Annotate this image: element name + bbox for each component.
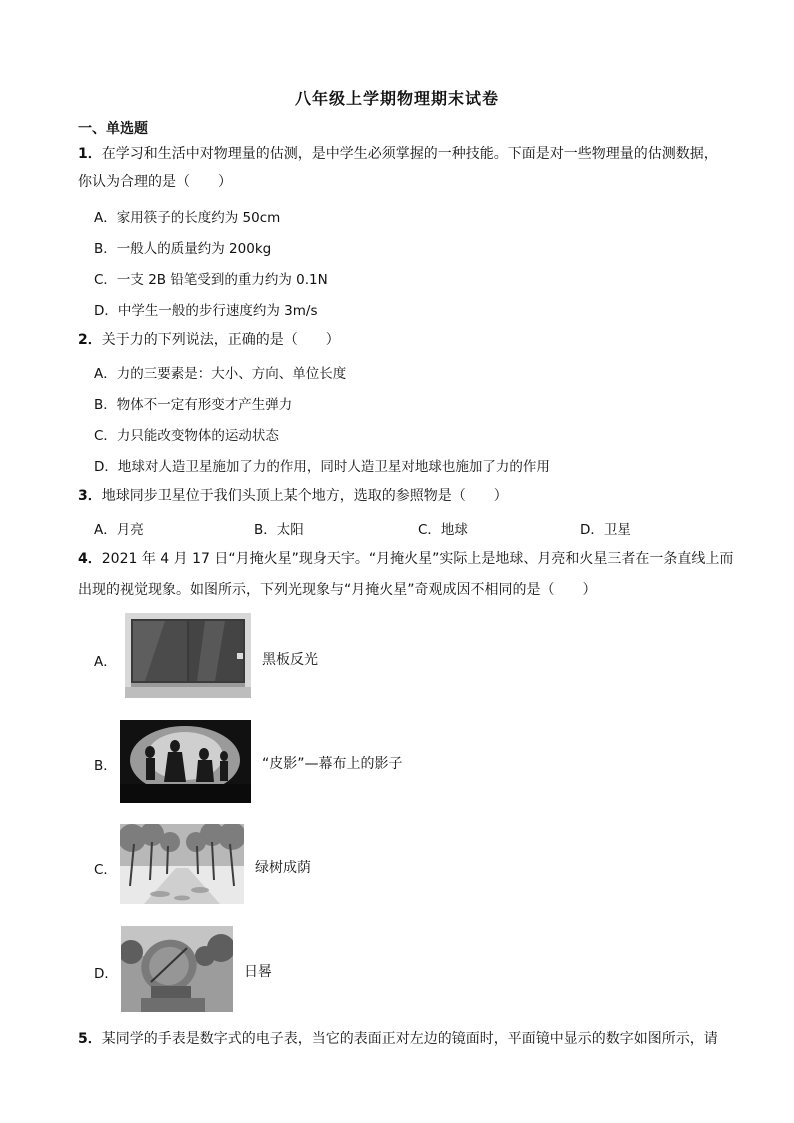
- option-c-caption: 绿树成荫: [255, 860, 311, 876]
- question-number: 4．: [78, 551, 102, 567]
- option-d[interactable]: D．中学生一般的步行速度约为 3m/s: [94, 303, 318, 319]
- option-a[interactable]: A．力的三要素是：大小、方向、单位长度: [94, 366, 347, 382]
- question-number: 1．: [78, 146, 102, 162]
- option-c[interactable]: C．地球: [418, 522, 468, 538]
- sundial-photo: [121, 926, 233, 1012]
- option-d-letter[interactable]: D．: [94, 966, 118, 982]
- question-4-stem: [78, 549, 733, 569]
- question-3-stem: [78, 486, 508, 506]
- question-1-stem-cont: 你认为合理的是（ ）: [78, 174, 232, 190]
- shadow-puppet-photo: [120, 720, 251, 803]
- option-c[interactable]: C．一支 2B 铅笔受到的重力约为 0.1N: [94, 272, 328, 288]
- option-c-letter[interactable]: C．: [94, 862, 117, 878]
- tree-shade-photo: [120, 824, 244, 904]
- question-text: 地球同步卫星位于我们头顶上某个地方，选取的参照物是（ ）: [101, 488, 508, 504]
- option-a[interactable]: A．家用筷子的长度约为 50cm: [94, 210, 281, 226]
- page-title: 八年级上学期物理期末试卷: [294, 89, 499, 108]
- option-a-caption: 黑板反光: [262, 652, 318, 668]
- question-4-stem-cont: 出现的视觉现象。如图所示，下列光现象与“月掩火星”奇观成因不相同的是（ ）: [78, 582, 597, 598]
- question-text: 某同学的手表是数字式的电子表，当它的表面正对左边的镜面时，平面镜中显示的数字如图所示，请: [101, 1031, 718, 1047]
- option-d[interactable]: D．地球对人造卫星施加了力的作用，同时人造卫星对地球也施加了力的作用: [94, 459, 550, 475]
- option-b-caption: “皮影”—幕布上的影子: [262, 756, 403, 772]
- option-a-letter[interactable]: A．: [94, 654, 117, 670]
- question-1-stem: [78, 144, 718, 164]
- option-d-caption: 日晷: [244, 964, 272, 980]
- blackboard-photo: [125, 613, 251, 698]
- option-c[interactable]: C．力只能改变物体的运动状态: [94, 428, 279, 444]
- option-d[interactable]: D．卫星: [580, 522, 631, 538]
- question-number: 2．: [78, 332, 102, 348]
- option-b-letter[interactable]: B．: [94, 758, 117, 774]
- question-2-stem: [78, 330, 340, 350]
- question-number: 3．: [78, 488, 102, 504]
- section-heading: 一、单选题: [78, 121, 148, 137]
- option-b[interactable]: B．一般人的质量约为 200kg: [94, 241, 272, 257]
- question-number: 5．: [78, 1031, 102, 1047]
- option-a[interactable]: A．月亮: [94, 522, 144, 538]
- question-text: 关于力的下列说法，正确的是（ ）: [101, 332, 340, 348]
- question-text: 在学习和生活中对物理量的估测，是中学生必须掌握的一种技能。下面是对一些物理量的估测数据，: [101, 146, 718, 162]
- option-b[interactable]: B．物体不一定有形变才产生弹力: [94, 397, 293, 413]
- option-b[interactable]: B．太阳: [254, 522, 304, 538]
- question-5-stem: [78, 1029, 718, 1049]
- question-text: 2021 年 4 月 17 日“月掩火星”现身天宇。“月掩火星”实际上是地球、月亮和火星三者在一条直线上而: [101, 551, 734, 567]
